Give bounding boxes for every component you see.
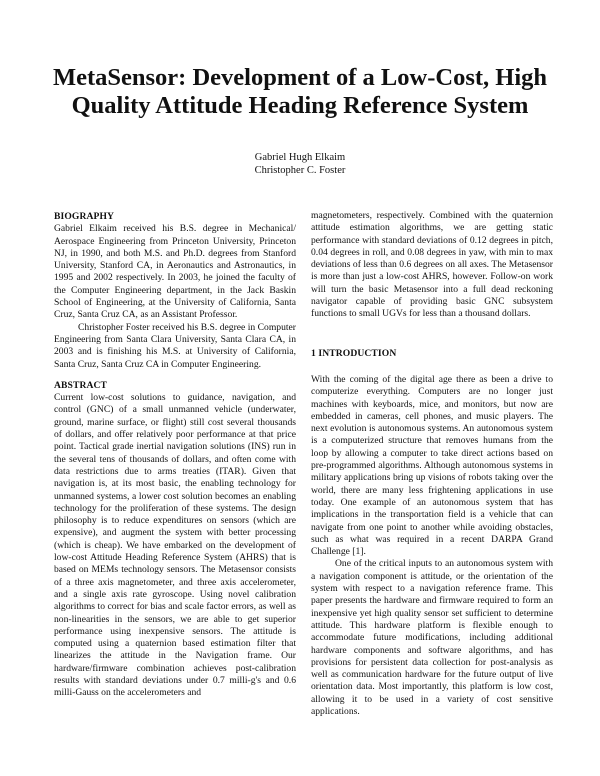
spacer: [311, 321, 553, 348]
author-name: Gabriel Hugh Elkaim: [254, 152, 346, 163]
spacer: [54, 371, 296, 380]
author-block: [200, 151, 400, 177]
spacer: [311, 360, 553, 374]
paper-title: MetaSensor: Development of a Low-Cost, High Quality Attitude Heading Reference System: [52, 64, 548, 119]
introduction-paragraph: One of the critical inputs to an autonomous system with a navigation component is attitude, or the orientation of the system with respect to a navigation reference frame. This paper presents the hardware and firmware required to form an inexpensive yet high quality sensor set sufficient to determine attitude. This hardware platform is flexible enough to accommodate future modifications, including additional hardware components and software algorithms, and has provisions for persistent data collection for post-analysis as well as communication hardware for the future output of live orientation data. Most importantly, this platform is low cost, allowing it to be used in a variety of cost sensitive applications.: [311, 558, 553, 717]
introduction-heading: 1 INTRODUCTION: [311, 347, 397, 359]
abstract-heading: ABSTRACT: [54, 379, 108, 391]
abstract-body: Current low-cost solutions to guidance, navigation, and control (GNC) of a small unmanned vehicle (underwater, ground, marine surface, or flight) still cost several thousands of dollars, and offer relatively poor performance at that price point. Tactical grade inertial navigation solutions (INS) run in the several tens of thousands of dollars, and often come with data restrictions due to arms treaties (ITAR). Given that navigation is, at its most basic, the enabling technology for unmanned systems, a lower cost solution becomes an enabling technology for the proliferation of these systems. The design philosophy is to reduce expenditures on sensors (which are expensive), and augment the system with better processing (which is cheap). We have embarked on the development of low-cost Attitude Heading Reference System (AHRS) that is based on MEMs technology sensors. The Metasensor consists of a three axis magnetometer, and three axis accelerometer, and a single axis rate gyroscope. Using novel calibration algorithms to correct for bias and scale factor errors, as well as non-linearities in the sensors, we are able to get superior performance using inexpensive sensors. The attitude is computed using a quaternion based estimation filter that linearizes the attitude in the Navigation frame. Our hardware/firmware combination achieves post-calibration results with standard deviations under 0.7 milli-g's and 0.6 milli-Gauss on the accelerometers and: [54, 392, 296, 699]
abstract-continuation: magnetometers, respectively. Combined with the quaternion attitude estimation algorithms, we are getting static performance with standard deviations of 0.12 degrees in pitch, 0.04 degrees in roll, and 0.08 degrees in yaw, with min to max deviations of less than 0.6 degrees on all axes. The Metasensor is more than just a low-cost AHRS, however. Follow-on work will turn the basic Metasensor into a full dead reckoning navigator capable of providing basic GNC subsystem functions to small UGVs for less than a thousand dollars.: [311, 210, 553, 320]
introduction-paragraph: With the coming of the digital age there as been a drive to computerize everything. Computers are no longer just machines with keyboards, mice, and monitors, but now are embedded in cameras, cell phones, and music players. The next evolution is autonomous systems. An autonomous system is a computerized structure that removes humans from the loop by allowing a computer to take direct actions based on pre-programmed algorithms. Although autonomous systems in military applications bring up visions of robots taking over the world, there are many less frightening applications in use today. One example of an autonomous system that has implications in the transportation field is a vehicle that can navigate from one point to another while avoiding obstacles, such as what was required in a recent DARPA Grand Challenge [1].: [311, 373, 553, 558]
right-column: [311, 210, 553, 718]
biography-paragraph: Gabriel Elkaim received his B.S. degree in Mechanical/ Aerospace Engineering from Princeton University, Princeton NJ, in 1990, and both M.S. and Ph.D. degrees from Stanford University, Stanford CA, in Aeronautics and Astronautics, in 1995 and 2002 respectively. In 2003, he joined the faculty of the Computer Engineering department, in the Jack Baskin School of Engineering, at the University of California, Santa Cruz, Santa Cruz CA, as an Assistant Professor.: [54, 223, 296, 321]
left-column: [54, 211, 296, 700]
biography-heading: BIOGRAPHY: [54, 211, 115, 222]
author-name: Christopher C. Foster: [254, 165, 346, 176]
biography-paragraph: Christopher Foster received his B.S. degree in Computer Engineering from Santa Clara University, Santa Clara CA, in 2003 and is finishing his M.S. at University of California, Santa Cruz, Santa Cruz CA in Computer Engineering.: [54, 321, 296, 370]
